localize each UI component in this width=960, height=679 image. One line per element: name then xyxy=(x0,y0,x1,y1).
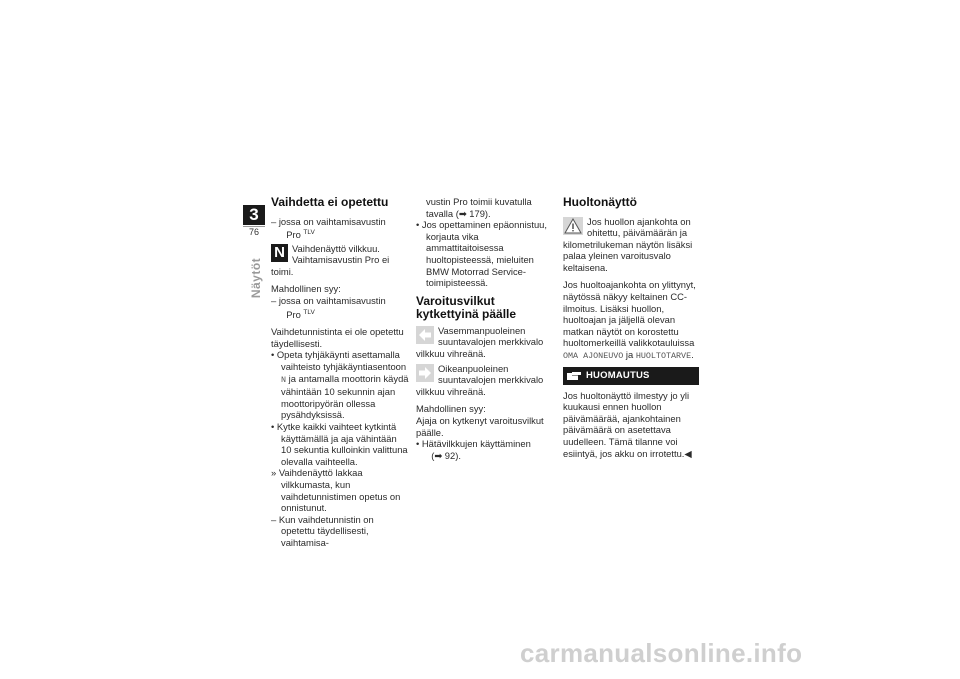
note-text: Jos huoltonäyttö ilmestyy jo yli kuukausi ennen huollon päivämäärää, ajankohtainen päivämäärä on asetettava uudelleen. Tämä tilanne voi esiintyä, jos akku on irrotettu.◀ xyxy=(563,389,692,459)
bullet-item: • Hätävilkkujen käyttäminen (➡ 92). xyxy=(416,438,531,461)
variant-line: – Kun vaihdetunnistin on opetettu täydellisesti, vaihtamisa- xyxy=(271,513,374,548)
neutral-icon: N xyxy=(271,244,288,262)
cause-label: Mahdollinen syy: xyxy=(271,283,341,295)
column-1 xyxy=(271,196,409,549)
cause-label: Mahdollinen syy: xyxy=(416,403,486,415)
end-marker-icon: ◀ xyxy=(684,447,692,459)
page-number: 76 xyxy=(248,227,259,237)
menu-name-service-need: HUOLTOTARVE xyxy=(635,351,692,362)
hand-pointer-icon xyxy=(567,370,581,381)
warning-triangle-icon xyxy=(563,217,583,235)
section-title-gear-not-taught: Vaihdetta ei opetettu xyxy=(271,195,389,209)
service-paragraph: Jos huoltoajankohta on ylittynyt, näytössä näkyy keltainen CC-ilmoitus. Lisäksi huollon, huoltoajan ja jäljellä olevan matkan näytöt on korostettu huoltomerkeillä valikkotauluissa OMA AJONEUVO ja HUOLTOTARVE. xyxy=(563,279,696,362)
cause-text: Ajaja on kytkenyt varoitusvilkut päälle. xyxy=(416,414,544,438)
left-turn-arrow-icon xyxy=(416,326,434,344)
note-title: HUOMAUTUS xyxy=(586,369,650,381)
column-3 xyxy=(563,196,699,459)
right-turn-arrow-icon xyxy=(416,364,434,382)
warning-text: Jos huollon ajankohta on ohitettu, päivämäärän ja kilometrilukeman näytön lisäksi palaa yleinen varoitusvalo keltaisena. xyxy=(563,215,693,273)
bullet-item: • Kytke kaikki vaihteet kytkintä käyttämällä ja aja vähintään 10 sekuntia kulloinkin valittuna olevalla vaihteella. xyxy=(271,421,408,467)
warning-block xyxy=(563,216,699,274)
variant-line: – jossa on vaihtamisavustin Pro $^{TLV}$ xyxy=(271,215,386,241)
note-header xyxy=(563,367,699,385)
column-2 xyxy=(416,196,550,461)
cause-text: Vaihdetunnistinta ei ole opetettu täydellisesti. xyxy=(271,326,404,349)
chapter-number: 3 xyxy=(243,205,265,225)
left-turn-text: Vasemmanpuoleinen suuntavalojen merkkivalo vilkkuu vihreänä. xyxy=(416,324,544,359)
watermark: carmanualsonline.info xyxy=(520,638,803,668)
section-title-hazard-lights: Varoitusvilkut kytkettyinä päälle xyxy=(416,293,517,322)
right-turn-block xyxy=(416,363,550,398)
continued-text: vustin Pro toimii kuvatulla tavalla (➡ 179). xyxy=(426,196,532,219)
bullet-item: • Opeta tyhjäkäynti asettamalla vaihteisto tyhjäkäyntiasentoon N ja antamalla moottorin käydä vähintään 10 sekunnin ajan moottoripyörän ollessa pysähdyksissä. xyxy=(271,349,409,421)
right-turn-text: Oikeanpuoleinen suuntavalojen merkkivalo vilkkuu vihreänä. xyxy=(416,362,544,397)
variant-line: – jossa on vaihtamisavustin Pro $^{TLV}$ xyxy=(271,295,386,320)
chapter-label: Näytöt xyxy=(249,257,263,299)
section-title-service-display: Huoltonäyttö xyxy=(563,195,637,209)
neutral-indicator-text: Vaihdenäyttö vilkkuu. Vaihtamisavustin Pro ei toimi. xyxy=(271,242,390,277)
neutral-indicator-block xyxy=(271,243,409,278)
menu-name-own-vehicle: OMA AJONEUVO xyxy=(563,351,624,362)
bullet-item: • Jos opettaminen epäonnistuu, korjauta vika ammattitaitoisessa huoltopisteessä, mieluiten BMW Motorrad Service-toimipisteessä. xyxy=(416,219,547,289)
result-item: » Vaihdenäyttö lakkaa vilkkumasta, kun vaihdetunnistimen opetus on onnistunut. xyxy=(271,467,401,514)
left-turn-block xyxy=(416,325,550,360)
